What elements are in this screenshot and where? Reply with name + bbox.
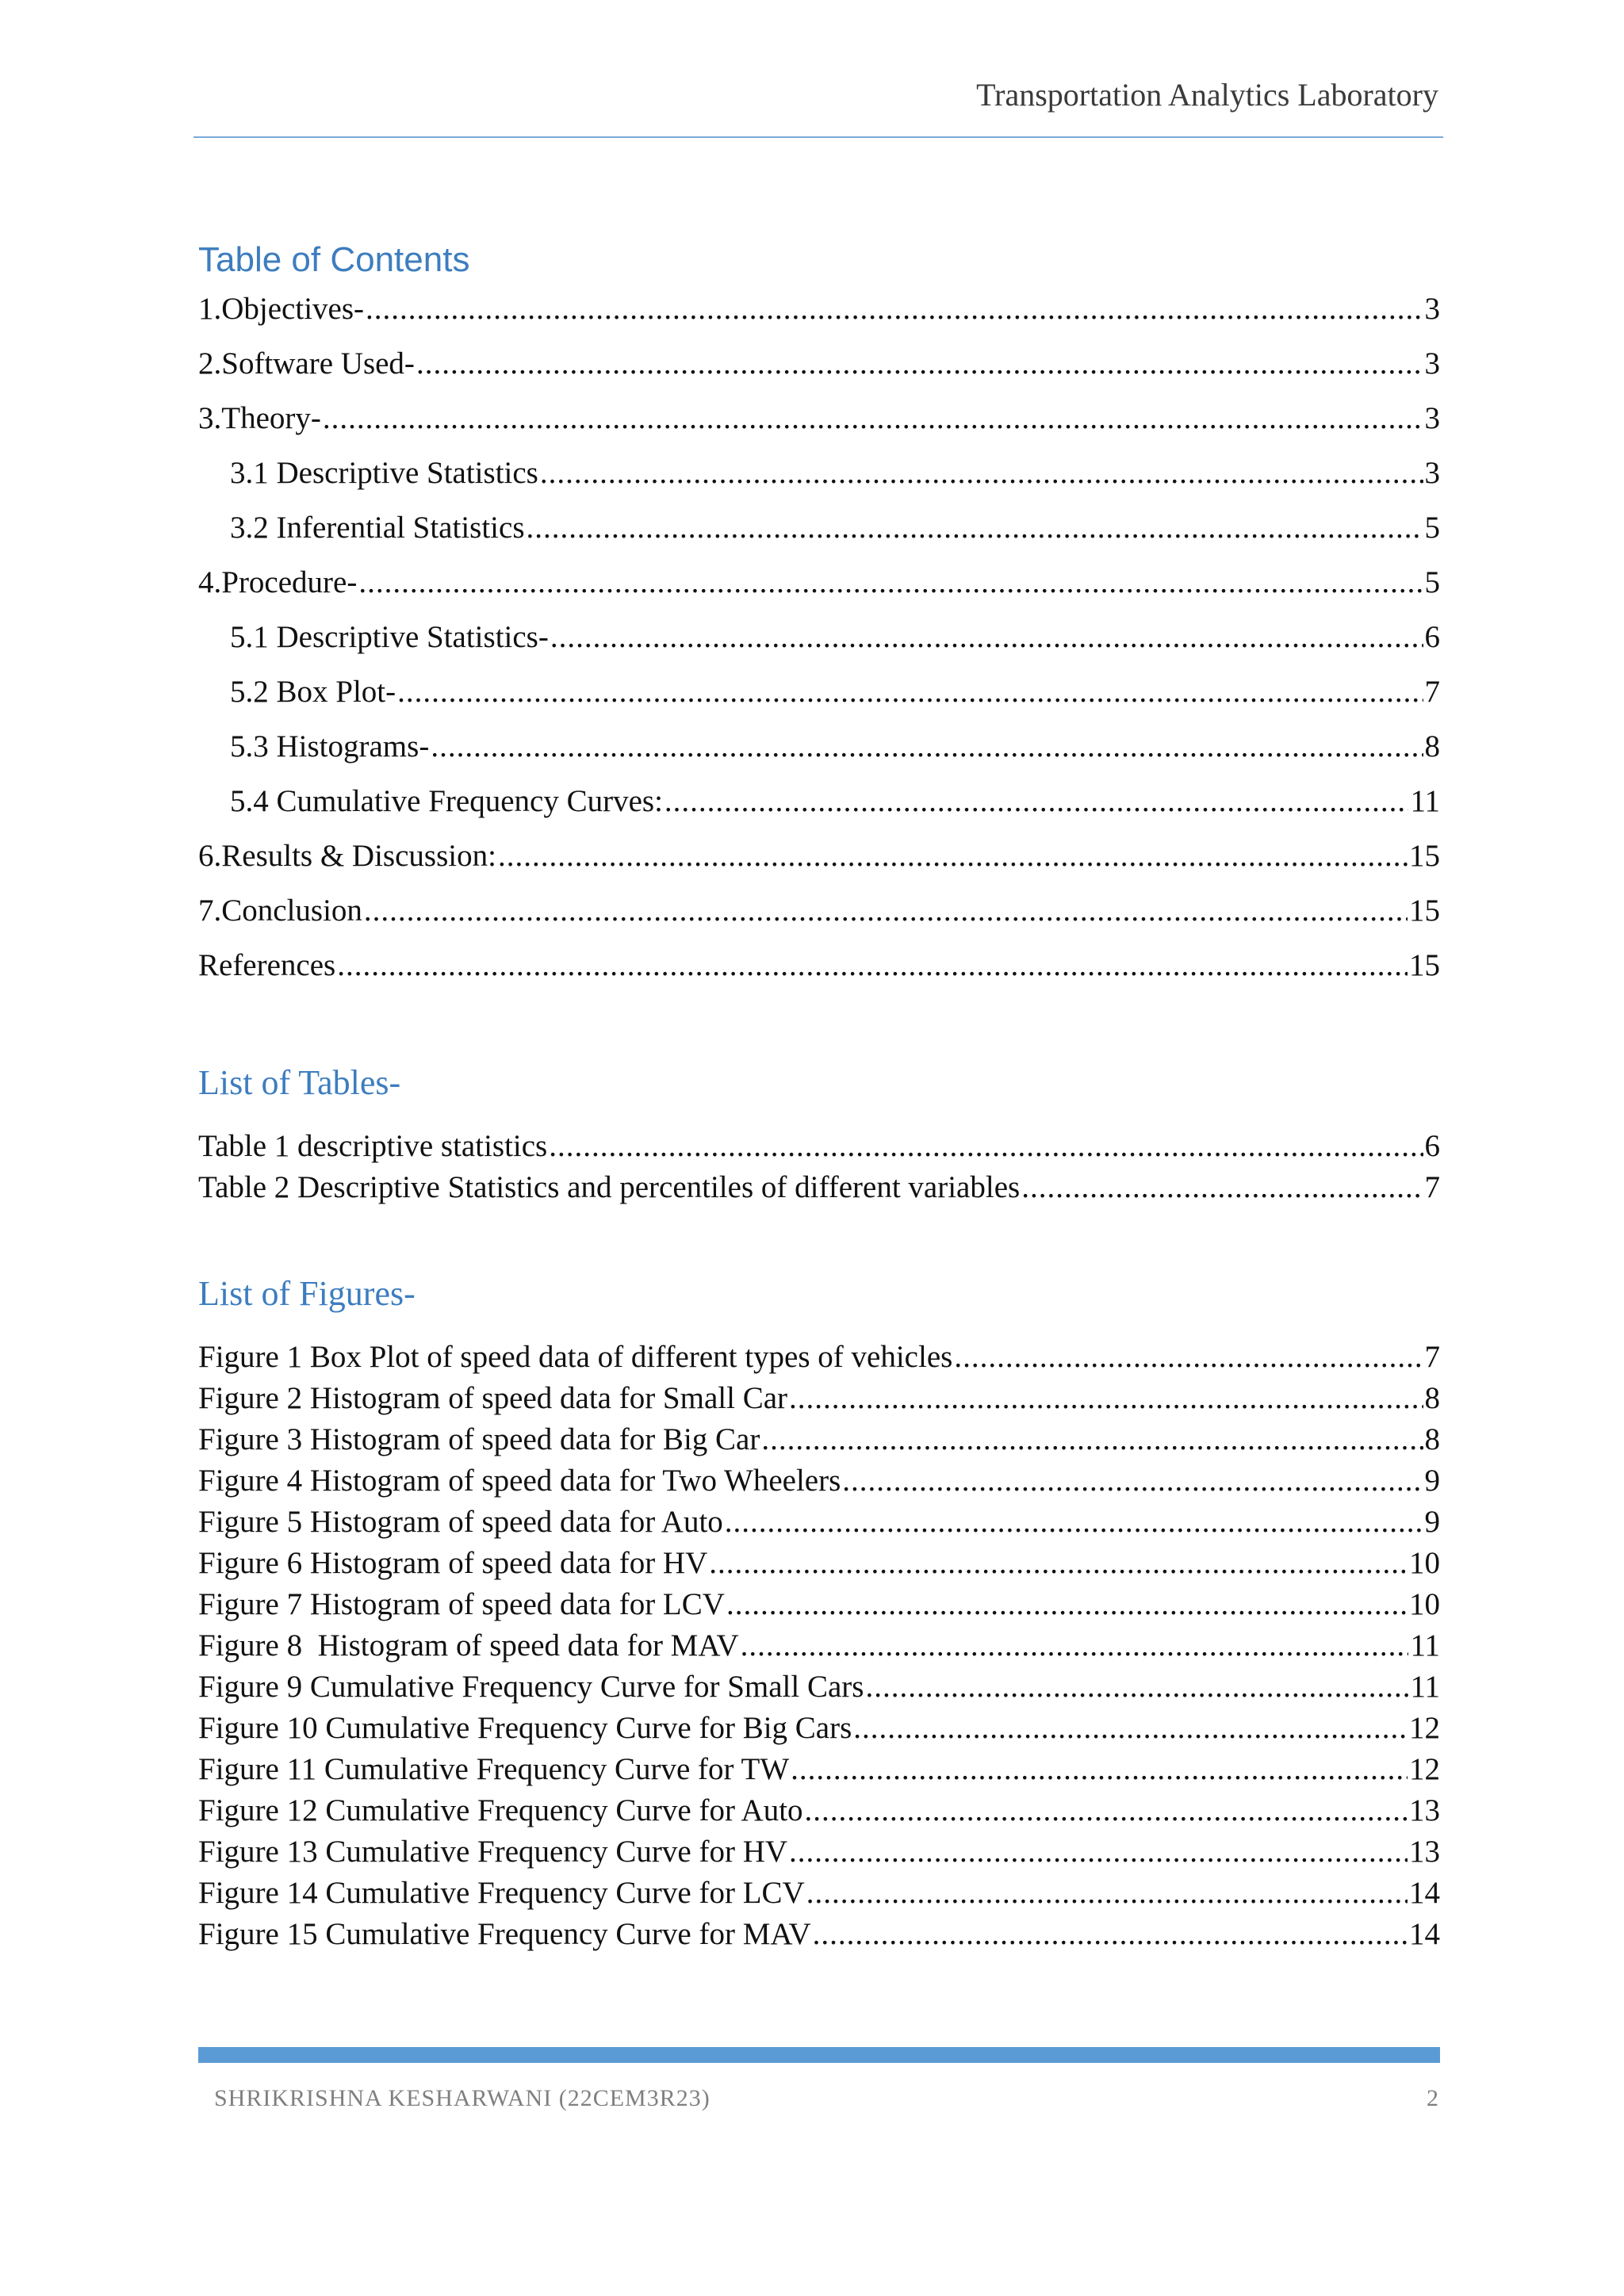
figure-entry-page: 10 <box>1409 1587 1440 1621</box>
footer-page-number: 2 <box>1427 2085 1438 2111</box>
toc-entry-label: 3.1 Descriptive Statistics <box>230 456 538 490</box>
toc-entry-page: 15 <box>1409 894 1440 928</box>
dot-leader <box>954 1338 1423 1376</box>
figure-entry-3[interactable] <box>198 1421 1440 1459</box>
figure-entry-5[interactable] <box>198 1503 1440 1541</box>
dot-leader <box>364 892 1408 930</box>
figure-entry-page: 11 <box>1410 1628 1440 1663</box>
figure-entry-page: 8 <box>1424 1381 1440 1415</box>
dot-leader <box>323 400 1423 438</box>
toc-entry-label: 5.2 Box Plot- <box>230 675 396 709</box>
figure-entry-page: 13 <box>1409 1793 1440 1827</box>
toc-entry-label: Theory- <box>221 401 321 435</box>
figure-entry-label: Figure 2 Histogram of speed data for Small Car <box>198 1381 787 1415</box>
footer-author: SHRIKRISHNA KESHARWANI (22CEM3R23) <box>214 2085 710 2111</box>
figure-entry-14[interactable] <box>198 1874 1440 1912</box>
toc-entry-histograms[interactable] <box>230 728 1440 766</box>
figure-entry-page: 14 <box>1409 1917 1440 1951</box>
toc-entry-page: 3 <box>1424 401 1440 435</box>
toc-entry-label: Procedure- <box>221 565 358 599</box>
dot-leader <box>741 1627 1409 1665</box>
figure-entry-label: Figure 4 Histogram of speed data for Two Wheelers <box>198 1464 841 1498</box>
toc-entry-page: 8 <box>1424 729 1440 763</box>
toc-entry-results-discussion[interactable] <box>198 837 1440 875</box>
toc-entry-page: 3 <box>1424 456 1440 490</box>
toc-entry-conclusion[interactable] <box>198 892 1440 930</box>
figure-entry-page: 12 <box>1409 1752 1440 1786</box>
figure-entry-2[interactable] <box>198 1380 1440 1418</box>
toc-entry-number: 4. <box>198 565 222 599</box>
figure-entry-label: Figure 11 Cumulative Frequency Curve for TW <box>198 1752 790 1786</box>
figure-entry-page: 13 <box>1409 1835 1440 1869</box>
table-entry-1[interactable] <box>198 1127 1440 1165</box>
toc-entry-descriptive-statistics-procedure[interactable] <box>230 618 1440 656</box>
toc-entry-label: Conclusion <box>221 894 362 928</box>
figure-entry-15[interactable] <box>198 1915 1440 1954</box>
toc-entry-label: 5.3 Histograms- <box>230 729 430 763</box>
figure-entry-label: Figure 9 Cumulative Frequency Curve for Small Cars <box>198 1670 864 1704</box>
figure-entry-label: Figure 7 Histogram of speed data for LCV <box>198 1587 725 1621</box>
toc-entry-descriptive-statistics[interactable] <box>230 454 1440 492</box>
figure-entry-label: Figure 12 Cumulative Frequency Curve for Auto <box>198 1793 803 1827</box>
dot-leader <box>549 1127 1423 1165</box>
figure-entry-label: Figure 3 Histogram of speed data for Big Car <box>198 1422 760 1456</box>
toc-entry-number: 1. <box>198 292 222 326</box>
dot-leader <box>806 1874 1408 1912</box>
toc-entry-page: 15 <box>1409 948 1440 982</box>
dot-leader <box>761 1421 1423 1459</box>
figure-entry-page: 9 <box>1424 1464 1440 1498</box>
header-rule <box>193 136 1443 138</box>
figure-entry-label: Figure 1 Box Plot of speed data of different types of vehicles <box>198 1340 953 1374</box>
dot-leader <box>853 1709 1408 1747</box>
toc-entry-objectives[interactable] <box>198 290 1440 328</box>
toc-entry-label: 3.2 Inferential Statistics <box>230 511 525 545</box>
figure-entry-label: Figure 14 Cumulative Frequency Curve for LCV <box>198 1876 805 1910</box>
dot-leader <box>725 1503 1423 1541</box>
toc-entry-page: 7 <box>1424 675 1440 709</box>
dot-leader <box>416 345 1423 383</box>
dot-leader <box>842 1462 1423 1500</box>
figure-entry-label: Figure 5 Histogram of speed data for Auto <box>198 1505 723 1539</box>
figure-entry-label: Figure 13 Cumulative Frequency Curve for HV <box>198 1835 788 1869</box>
toc-entry-page: 6 <box>1424 620 1440 654</box>
header-title: Transportation Analytics Laboratory <box>976 77 1438 113</box>
toc-entry-number: 2. <box>198 346 222 381</box>
dot-leader <box>665 783 1409 821</box>
dot-leader <box>726 1586 1408 1624</box>
list-of-figures-heading: List of Figures- <box>198 1274 416 1313</box>
figure-entry-page: 9 <box>1424 1505 1440 1539</box>
dot-leader <box>366 290 1423 328</box>
dot-leader <box>550 618 1423 656</box>
figure-entry-6[interactable] <box>198 1544 1440 1582</box>
figure-entry-label: Figure 15 Cumulative Frequency Curve for MAV <box>198 1917 811 1951</box>
figure-entry-label: Figure 8 Histogram of speed data for MAV <box>198 1628 739 1663</box>
list-of-tables-heading: List of Tables- <box>198 1063 401 1102</box>
table-entry-page: 7 <box>1424 1170 1440 1204</box>
toc-entry-label: References <box>198 948 336 982</box>
figure-entry-10[interactable] <box>198 1709 1440 1747</box>
dot-leader <box>709 1544 1408 1582</box>
figure-entry-page: 12 <box>1409 1711 1440 1745</box>
figure-entry-7[interactable] <box>198 1586 1440 1624</box>
toc-entry-label: Objectives- <box>221 292 365 326</box>
figure-entry-12[interactable] <box>198 1792 1440 1830</box>
toc-entry-number: 7. <box>198 894 222 928</box>
dot-leader <box>527 509 1423 547</box>
figure-entry-13[interactable] <box>198 1833 1440 1871</box>
toc-entry-page: 11 <box>1410 784 1440 818</box>
dot-leader <box>813 1915 1408 1954</box>
toc-entry-label: 5.1 Descriptive Statistics- <box>230 620 549 654</box>
dot-leader <box>1021 1169 1423 1207</box>
toc-entry-label: Results & Discussion: <box>221 839 496 873</box>
figure-entry-page: 11 <box>1410 1670 1440 1704</box>
figure-entry-label: Figure 10 Cumulative Frequency Curve for Big Cars <box>198 1711 852 1745</box>
dot-leader <box>540 454 1423 492</box>
dot-leader <box>498 837 1408 875</box>
dot-leader <box>789 1380 1423 1418</box>
toc-entry-inferential-statistics[interactable] <box>230 509 1440 547</box>
dot-leader <box>789 1833 1408 1871</box>
dot-leader <box>431 728 1423 766</box>
toc-entry-label: Software Used- <box>221 346 415 381</box>
toc-entry-software-used[interactable] <box>198 345 1440 383</box>
footer-bar <box>198 2047 1440 2063</box>
figure-entry-label: Figure 6 Histogram of speed data for HV <box>198 1546 708 1580</box>
toc-entry-procedure[interactable] <box>198 564 1440 602</box>
toc-entry-number: 6. <box>198 839 222 873</box>
figure-entry-page: 8 <box>1424 1422 1440 1456</box>
figure-entry-11[interactable] <box>198 1751 1440 1789</box>
dot-leader <box>337 947 1408 985</box>
toc-entry-label: 5.4 Cumulative Frequency Curves: <box>230 784 663 818</box>
toc-entry-box-plot[interactable] <box>230 673 1440 711</box>
toc-heading: Table of Contents <box>198 240 470 279</box>
toc-entry-number: 3. <box>198 401 222 435</box>
toc-entry-page: 3 <box>1424 346 1440 381</box>
figure-entry-page: 7 <box>1424 1340 1440 1374</box>
toc-entry-page: 15 <box>1409 839 1440 873</box>
table-entry-label: Table 1 descriptive statistics <box>198 1129 548 1163</box>
dot-leader <box>805 1792 1408 1830</box>
figure-entry-8[interactable] <box>198 1627 1440 1665</box>
dot-leader <box>358 564 1423 602</box>
figure-entry-9[interactable] <box>198 1668 1440 1706</box>
figure-entry-1[interactable] <box>198 1338 1440 1376</box>
figure-entry-4[interactable] <box>198 1462 1440 1500</box>
dot-leader <box>397 673 1423 711</box>
figure-entry-page: 14 <box>1409 1876 1440 1910</box>
table-entry-2[interactable] <box>198 1169 1440 1207</box>
table-entry-page: 6 <box>1424 1129 1440 1163</box>
toc-entry-cumulative-frequency-curves[interactable] <box>230 783 1440 821</box>
toc-entry-page: 5 <box>1424 511 1440 545</box>
toc-entry-page: 5 <box>1424 565 1440 599</box>
dot-leader <box>791 1751 1408 1789</box>
figure-entry-page: 10 <box>1409 1546 1440 1580</box>
table-entry-label: Table 2 Descriptive Statistics and percentiles of different variables <box>198 1170 1021 1204</box>
toc-entry-page: 3 <box>1424 292 1440 326</box>
dot-leader <box>865 1668 1408 1706</box>
toc-entry-theory[interactable] <box>198 400 1440 438</box>
toc-entry-references[interactable] <box>198 947 1440 985</box>
